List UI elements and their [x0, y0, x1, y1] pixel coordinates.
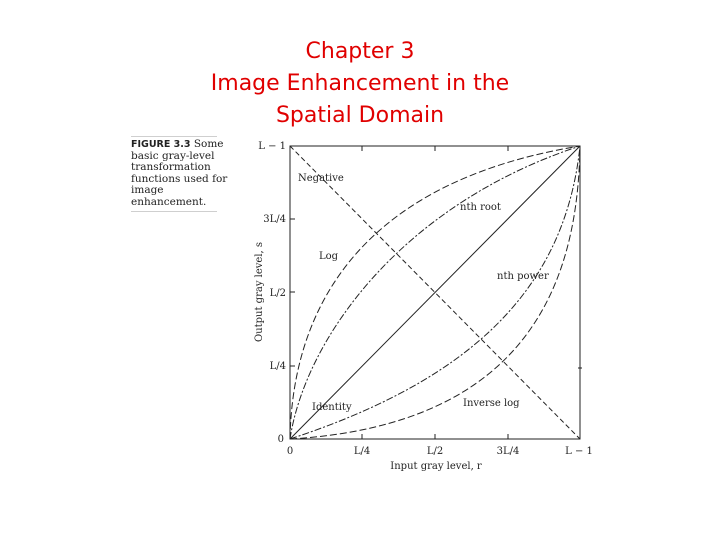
title-line-3: Spatial Domain [275, 103, 445, 128]
y-tick-0: 0 [277, 434, 284, 445]
x-axis-label: Input gray level, r [390, 461, 482, 472]
y-tick-quarter: L/4 [269, 361, 286, 372]
x-tick-max: L − 1 [565, 446, 593, 457]
figure-label: FIGURE 3.3 [131, 139, 191, 150]
x-tick-three-quarter: 3L/4 [496, 446, 520, 457]
nth-root-label: nth root [460, 202, 501, 213]
x-tick-0: 0 [286, 446, 294, 457]
y-tick-max: L − 1 [258, 141, 286, 152]
identity-label: Identity [312, 402, 352, 413]
log-label: Log [319, 251, 339, 262]
title-line-2: Image Enhancement in the [210, 71, 510, 96]
identity-curve [290, 146, 580, 439]
x-tick-half: L/2 [426, 446, 444, 457]
y-tick-three-quarter: 3L/4 [263, 214, 286, 225]
x-tick-quarter: L/4 [353, 446, 371, 457]
nth-power-label: nth power [497, 271, 549, 282]
y-tick-half: L/2 [269, 288, 286, 299]
y-axis-label: Output gray level, s [254, 241, 265, 343]
inverse-log-label: Inverse log [463, 398, 520, 409]
figure-caption-text: Some basic gray-level transformation functions used for image enhancement. [131, 138, 228, 208]
negative-label: Negative [298, 173, 344, 184]
title-line-1: Chapter 3 [305, 39, 415, 64]
